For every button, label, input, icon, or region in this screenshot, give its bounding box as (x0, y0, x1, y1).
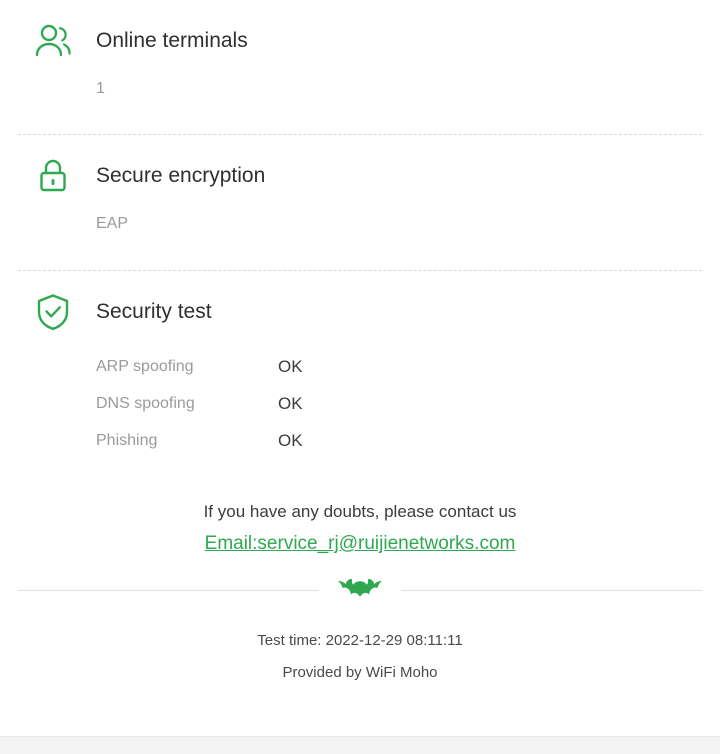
bat-logo-icon (319, 577, 401, 603)
section-title: Secure encryption (96, 164, 266, 187)
contact-block (0, 499, 720, 555)
bottom-strip (0, 736, 720, 754)
test-label: Phishing (96, 431, 158, 449)
shield-check-icon (30, 289, 76, 335)
divider-line-right (401, 590, 702, 591)
table-row (96, 422, 700, 459)
test-label: DNS spoofing (96, 394, 195, 412)
section-security-test (0, 271, 720, 459)
contact-email-link[interactable]: Email:service_rj@ruijienetworks.com (204, 533, 516, 554)
test-result: OK (278, 356, 303, 376)
contact-text: If you have any doubts, please contact us (203, 502, 517, 521)
secure-encryption-value: EAP (96, 215, 129, 232)
test-result: OK (278, 430, 303, 450)
footer (0, 625, 720, 689)
lock-icon (30, 153, 76, 199)
people-icon (30, 18, 76, 64)
table-row (96, 348, 700, 385)
provider: Provided by WiFi Moho (282, 664, 438, 681)
online-terminals-value: 1 (96, 80, 105, 97)
test-result: OK (278, 393, 303, 413)
table-row (96, 385, 700, 422)
section-title: Security test (96, 300, 212, 323)
test-label: ARP spoofing (96, 357, 194, 375)
section-secure-encryption (0, 135, 720, 234)
section-online-terminals (0, 0, 720, 99)
security-test-rows (96, 348, 700, 459)
section-title: Online terminals (96, 29, 248, 52)
footer-divider (18, 577, 702, 603)
divider-line-left (18, 590, 319, 591)
test-time: Test time: 2022-12-29 08:11:11 (257, 632, 463, 649)
